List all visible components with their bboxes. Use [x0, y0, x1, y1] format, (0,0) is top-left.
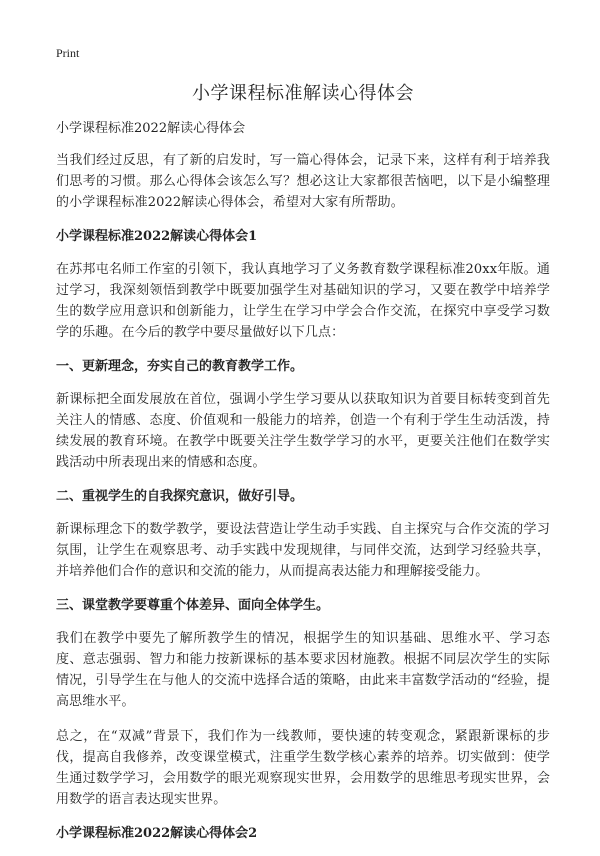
paragraph-5: 总之，在“双减”背景下，我们作为一线教师，要快速的转变观念，紧跟新课标的步伐，提高自我修养，改变课堂模式，注重学生数学核心素养的培养。切实做到：使学生通过数学学习，会用数学的眼光观察现实世界，会用数学的思维思考现实世界，会用数学的语言表达现实世界。 — [56, 729, 550, 807]
point-heading-3: 三、课堂教学要尊重个体差异、面向全体学生。 — [56, 598, 330, 613]
article-body — [56, 150, 550, 856]
paragraph-4: 我们在教学中要先了解所教学生的情况，根据学生的知识基础、思维水平、学习态度、意志强弱、智力和能力按新课标的基本要求因材施教。根据不同层次学生的实际情况，引导学生在与他人的交流中选择合适的策略，由此来丰富数学活动的“经验，提高思维水平。 — [56, 631, 550, 709]
document-page — [56, 0, 550, 841]
point-heading-1: 一、更新理念，夯实自己的教育教学工作。 — [56, 359, 304, 374]
section-heading-1: 小学课程标准2022解读心得体会1 — [56, 229, 258, 244]
point-heading-2: 二、重视学生的自我探究意识，做好引导。 — [56, 489, 304, 504]
paragraph-3: 新课标理念下的数学教学，要设法营造让学生动手实践、自主探究与合作交流的学习氛围，让学生在观察思考、动手实践中发现规律，与同伴交流，达到学习经验共享，并培养他们合作的意识和交流的能力，从而提高表达能力和理解接受能力。 — [56, 522, 550, 579]
paragraph-2: 新课标把全面发展放在首位，强调小学生学习要从以获取知识为首要目标转变到首先关注人的情感、态度、价值观和一般能力的培养，创造一个有利于学生生动活泼，持续发展的教育环境。在教学中既要关注学生数学学习的水平，更要关注他们在数学实践活动中所表现出来的情感和态度。 — [56, 392, 550, 470]
print-link[interactable]: Print — [56, 46, 80, 60]
section-heading-2: 小学课程标准2022解读心得体会2 — [56, 826, 258, 841]
document-subtitle: 小学课程标准2022解读心得体会 — [56, 121, 246, 136]
intro-paragraph: 当我们经过反思，有了新的启发时，写一篇心得体会，记录下来，这样有利于培养我们思考的习惯。那么心得体会该怎么写？想必这让大家都很苦恼吧，以下是小编整理的小学课程标准2022解读心得体会，希望对大家有所帮助。 — [56, 153, 550, 210]
paragraph-1: 在苏邦屯名师工作室的引领下，我认真地学习了义务教育数学课程标准20xx年版。通过学习，我深刻领悟到教学中既要加强学生对基础知识的学习，又要在教学中培养学生的数学应用意识和创新能力，让学生在学习中学会合作交流，在探究中享受学习数学的乐趣。在今后的教学中要尽量做好以下几点： — [56, 262, 550, 340]
document-title: 小学课程标准解读心得体会 — [192, 83, 414, 104]
